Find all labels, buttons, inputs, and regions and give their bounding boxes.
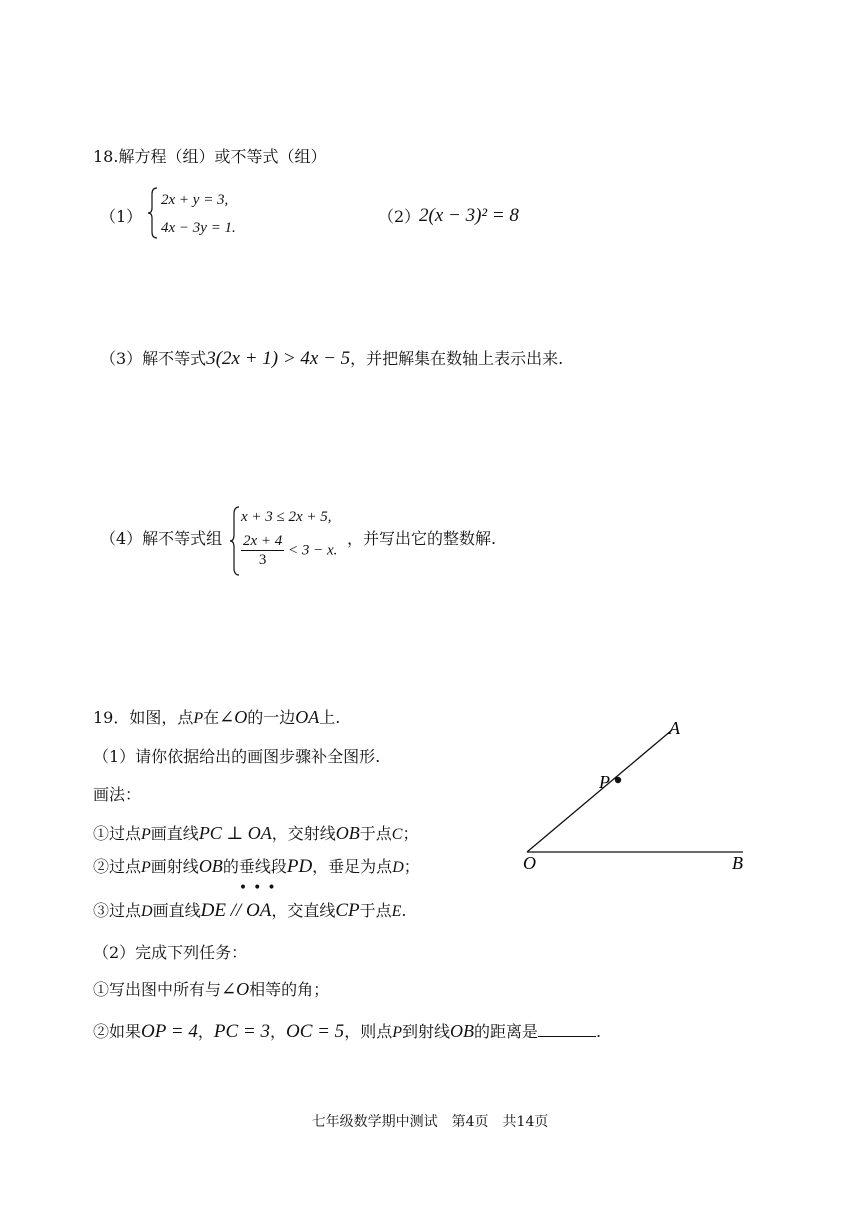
- text: 19．如图，点: [93, 708, 194, 727]
- fraction-denominator: 3: [258, 552, 267, 568]
- q19-task1: [93, 978, 329, 1001]
- var-D: D: [141, 903, 153, 920]
- text: 于点: [359, 824, 392, 843]
- q18-part4-suffix: ，并写出它的整数解.: [347, 529, 497, 548]
- text: 画射线: [150, 857, 199, 876]
- text: 于点: [359, 901, 392, 920]
- q19-step2: [93, 855, 420, 896]
- text: ，则点: [344, 1022, 393, 1041]
- text: ②过点: [93, 857, 142, 876]
- text: 的一边: [247, 708, 296, 727]
- text: ，: [197, 1022, 214, 1041]
- brace-part1: [147, 186, 159, 245]
- label-A: A: [669, 718, 680, 738]
- fraction: [241, 532, 284, 569]
- var-P: P: [392, 1024, 402, 1041]
- var-OB: OB: [450, 1021, 474, 1041]
- text: ①写出图中所有与: [93, 980, 222, 999]
- q19-sub2: （2）完成下列任务：: [93, 943, 248, 962]
- var-P: P: [193, 710, 204, 727]
- text: 上.: [319, 708, 341, 727]
- text: 画直线: [152, 901, 201, 920]
- var-P: P: [141, 859, 151, 876]
- q18-part2-expr: 2(x − 3)² = 8: [419, 205, 519, 226]
- angle-O: ∠O: [221, 979, 250, 999]
- var-CP: CP: [335, 900, 360, 921]
- text: .: [596, 1022, 602, 1041]
- answer-blank[interactable]: [538, 1020, 596, 1037]
- q19-task2: [93, 1020, 601, 1044]
- q18-part3-suffix: ，并把解集在数轴上表示出来.: [350, 349, 564, 368]
- fraction-numerator: 2x + 4: [243, 533, 283, 549]
- text: ，交直线: [271, 901, 336, 920]
- var-OA: OA: [295, 707, 320, 727]
- text: ，垂足为点: [312, 857, 393, 876]
- q18-part1-eq2: 4x − 3y = 1.: [161, 220, 236, 236]
- label-O: O: [523, 853, 536, 872]
- brace-part4: [229, 505, 241, 582]
- var-C: C: [391, 826, 403, 843]
- text: ，交射线: [271, 824, 336, 843]
- label-P: P: [599, 772, 610, 792]
- dotted-text: 垂线段: [238, 857, 287, 876]
- label-B: B: [732, 853, 743, 872]
- q18-part1-label: （1）: [100, 207, 143, 226]
- q18-part3: [100, 346, 563, 372]
- emphasis-dotted: [238, 857, 287, 896]
- q18-part4-label: （4）解不等式组: [100, 529, 223, 548]
- q18-part4-eq2-rest: < 3 − x.: [288, 542, 338, 559]
- page-footer: 七年级数学期中测试 第4页 共14页: [311, 1114, 549, 1130]
- text: 画直线: [150, 824, 199, 843]
- text: ，: [269, 1022, 286, 1041]
- expr-DE-parallel-OA: DE // OA: [200, 900, 272, 921]
- text: 到射线: [401, 1022, 450, 1041]
- text: ；: [403, 857, 420, 876]
- var-E: E: [391, 903, 402, 920]
- text: 相等的角；: [249, 980, 330, 999]
- q19-intro: [93, 706, 340, 730]
- q18-part1-eq1: 2x + y = 3,: [161, 192, 229, 208]
- text: .: [401, 901, 407, 920]
- emphasis-dots: •••: [238, 880, 282, 896]
- text: 的: [222, 857, 239, 876]
- var-OB: OB: [335, 823, 360, 843]
- q18-part4-eq1: x + 3 ≤ 2x + 5,: [241, 509, 332, 525]
- text: ；: [402, 824, 419, 843]
- q18-title: 18.解方程（组）或不等式（组）: [93, 147, 327, 166]
- angle-O: ∠O: [219, 707, 248, 727]
- var-D: D: [392, 859, 404, 876]
- text: ②如果: [93, 1022, 142, 1041]
- text: 的距离是: [474, 1022, 539, 1041]
- q18-part3-expr: 3(2x + 1) > 4x − 5: [206, 348, 351, 369]
- q19-step3: [93, 900, 407, 923]
- expr-OC: OC = 5: [285, 1021, 345, 1042]
- q18-part4-eq2: [241, 532, 337, 569]
- expr-PC: PC = 3: [213, 1021, 270, 1042]
- point-P: [615, 777, 621, 783]
- var-PD: PD: [286, 856, 313, 877]
- q19-method: 画法：: [93, 785, 142, 804]
- q18-part2-label: （2）: [378, 207, 421, 226]
- q18-part3-label: （3）解不等式: [100, 349, 207, 368]
- q19-sub1: （1）请你依据给出的画图步骤补全图形.: [93, 747, 381, 766]
- text: 在: [203, 708, 220, 727]
- text: ①过点: [93, 824, 142, 843]
- expr-OP: OP = 4: [141, 1021, 198, 1042]
- var-OB: OB: [198, 856, 223, 876]
- text: ③过点: [93, 901, 142, 920]
- expr-PC-perp-OA: PC ⊥ OA: [198, 823, 272, 843]
- q19-step1: [93, 822, 418, 846]
- var-P: P: [141, 826, 151, 843]
- angle-figure: [515, 712, 755, 872]
